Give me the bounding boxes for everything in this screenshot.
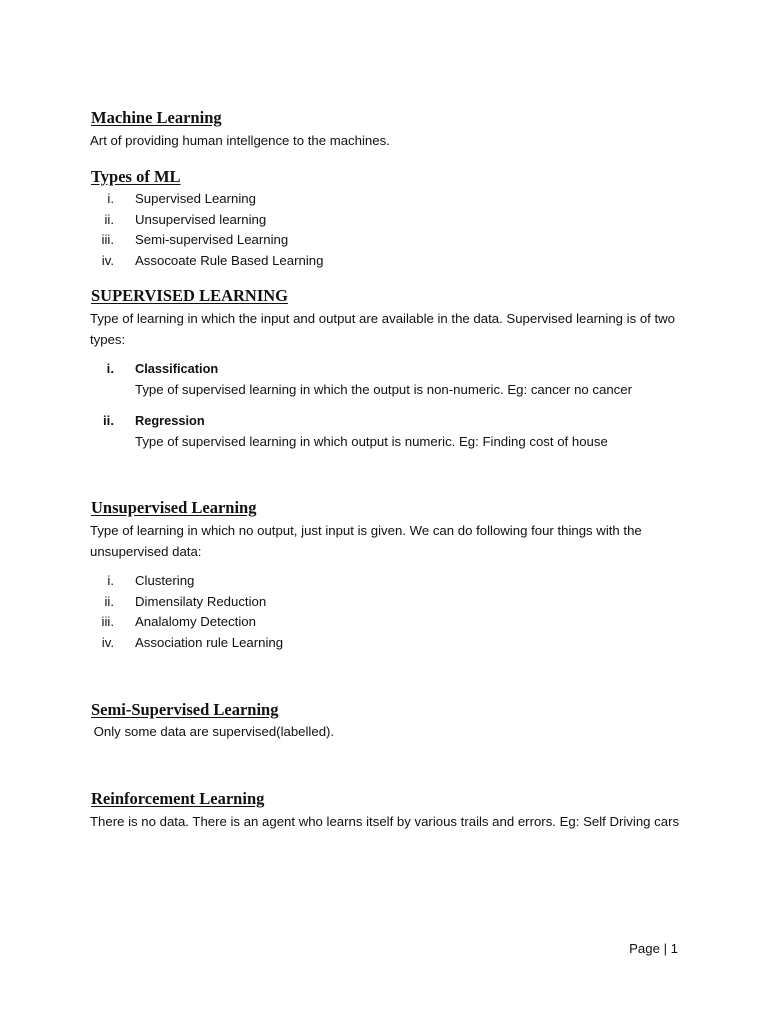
heading-supervised-learning: SUPERVISED LEARNING bbox=[91, 286, 289, 305]
list-number: iii. bbox=[101, 614, 114, 630]
heading-semi-supervised-learning: Semi-Supervised Learning bbox=[91, 700, 279, 719]
types-of-ml-list bbox=[90, 189, 682, 272]
heading-reinforcement-learning: Reinforcement Learning bbox=[91, 789, 265, 808]
list-number: iv. bbox=[101, 635, 114, 651]
paragraph-semi-supervised-learning: Only some data are supervised(labelled). bbox=[90, 724, 335, 739]
description-classification: Type of supervised learning in which the output is non-numeric. Eg: cancer no cancer bbox=[135, 381, 633, 397]
list-item bbox=[90, 592, 682, 613]
list-item bbox=[90, 612, 682, 633]
list-item bbox=[90, 230, 682, 251]
unsupervised-list bbox=[90, 571, 682, 654]
page-number-footer: Page | 1 bbox=[629, 941, 678, 956]
paragraph-supervised-learning: Type of learning in which the input and output are available in the data. Supervised learning is of two types: bbox=[90, 311, 676, 347]
list-number: iv. bbox=[101, 253, 114, 269]
heading-unsupervised-learning: Unsupervised Learning bbox=[91, 498, 257, 517]
paragraph-reinforcement-learning: There is no data. There is an agent who learns itself by various trails and errors. Eg: Self Driving cars bbox=[90, 814, 680, 829]
list-text: Unsupervised learning bbox=[135, 211, 267, 227]
list-item bbox=[90, 251, 682, 272]
list-number: ii. bbox=[104, 593, 114, 609]
term-regression: Regression bbox=[135, 413, 205, 428]
paragraph-machine-learning: Art of providing human intellgence to the machines. bbox=[90, 133, 390, 148]
list-text: Association rule Learning bbox=[135, 635, 284, 651]
description-regression: Type of supervised learning in which output is numeric. Eg: Finding cost of house bbox=[135, 433, 608, 449]
list-number: ii. bbox=[103, 413, 114, 428]
list-item bbox=[90, 189, 682, 210]
heading-machine-learning: Machine Learning bbox=[91, 108, 222, 127]
term-classification: Classification bbox=[135, 361, 219, 376]
list-number: i. bbox=[107, 191, 114, 206]
paragraph-unsupervised-learning: Type of learning in which no output, just input is given. We can do following four things with the unsupervised data: bbox=[90, 523, 642, 559]
list-number: i. bbox=[106, 361, 114, 376]
list-text: Dimensilaty Reduction bbox=[135, 593, 267, 609]
list-item bbox=[90, 210, 682, 231]
list-number: ii. bbox=[104, 211, 114, 227]
heading-types-of-ml: Types of ML bbox=[91, 167, 181, 186]
list-item bbox=[90, 571, 682, 592]
list-text: Semi-supervised Learning bbox=[135, 232, 289, 248]
list-item bbox=[90, 633, 682, 654]
list-number: i. bbox=[107, 573, 114, 588]
list-text: Clustering bbox=[135, 573, 195, 588]
list-text: Supervised Learning bbox=[135, 191, 256, 206]
list-number: iii. bbox=[101, 232, 114, 248]
list-text: Assocoate Rule Based Learning bbox=[135, 253, 324, 269]
list-text: Analalomy Detection bbox=[135, 614, 256, 630]
